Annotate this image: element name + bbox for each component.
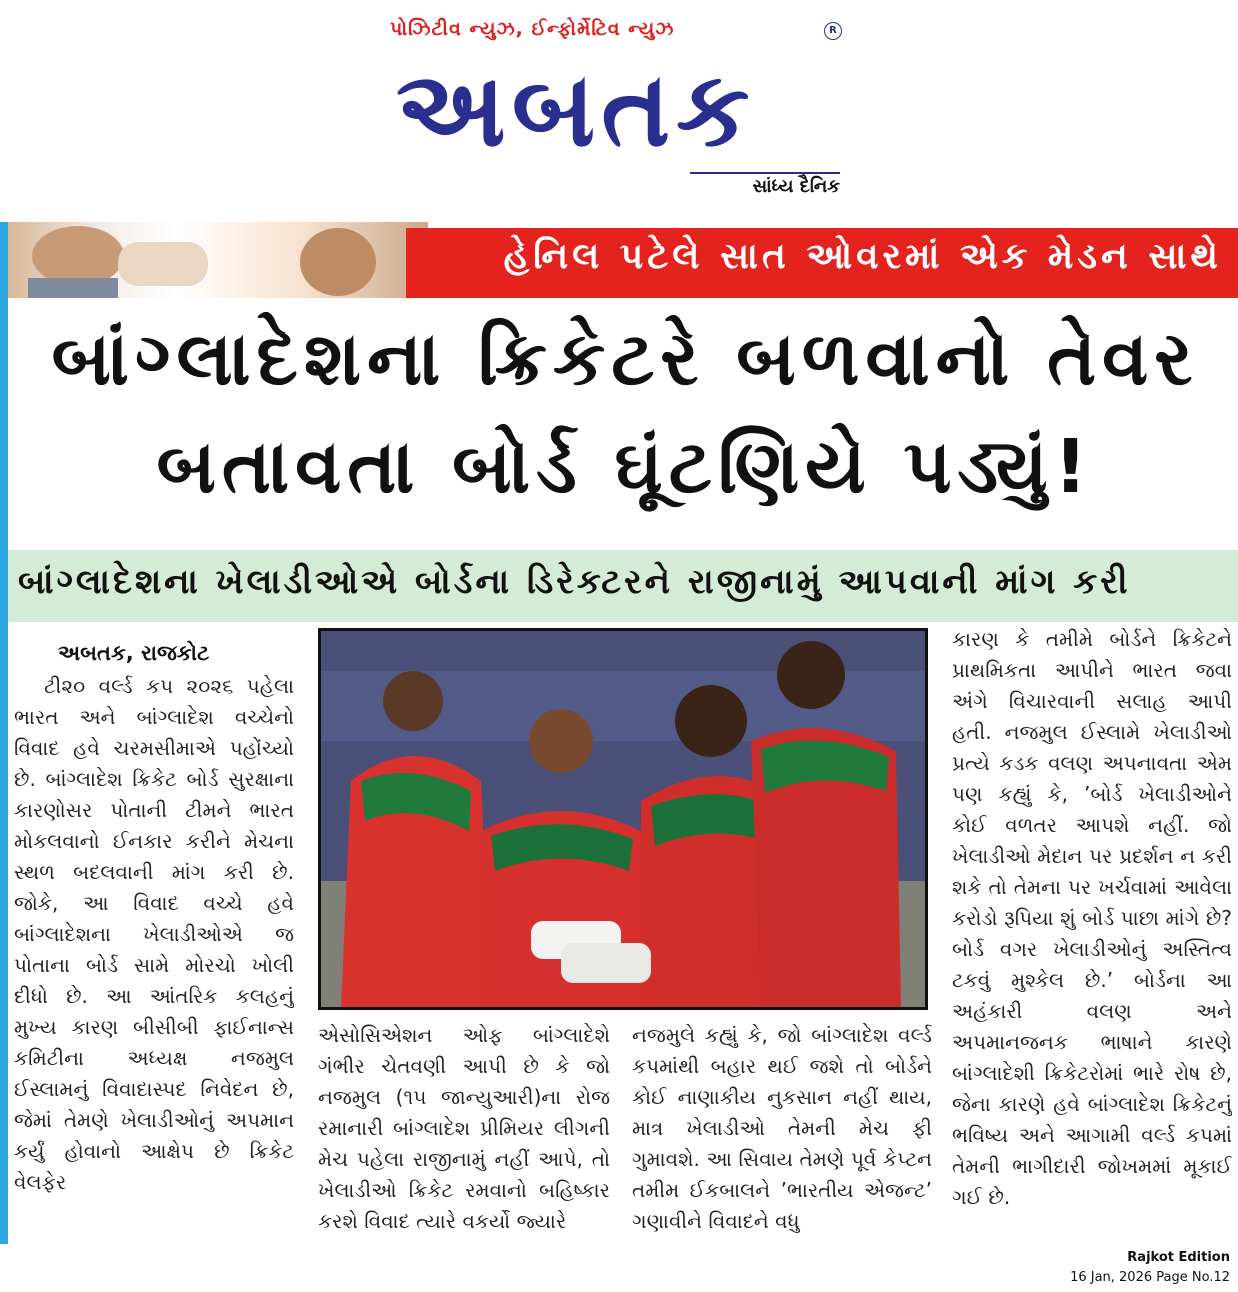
article-paragraph: કારણ કે તમીમે બોર્ડને ક્રિકેટને પ્રાથમિકતા આપીને ભારત જવા અંગે વિચારવાની સલાહ આપી હતી. નજમુલ ઈસ્લામે ખેલાડીઓ પ્રત્યે કડક વલણ અપનાવતા એમ પણ કહ્યું કે, ’બોર્ડ ખેલાડીઓને કોઈ વળતર આપશે નહીં. જો ખેલાડીઓ મેદાન પર પ્રદર્શન ન કરી શકે તો તેમના પર ખર્ચવામાં આવેલા કરોડો રૂપિયા શું બોર્ડ પાછા માંગે છે? બોર્ડ વગર ખેલાડીઓનું અસ્તિત્વ ટકવું મુશ્કેલ છે.’ બોર્ડના આ અહંકારી વલણ અને અપમાનજનક ભાષાને કારણે બાંગ્લાદેશી ક્રિકેટરોમાં ભારે રોષ છે, જેના કારણે હવે બાંગ્લાદેશ ક્રિકેટનું ભવિષ્ય અને આગામી વર્લ્ડ કપમાં તેમની ભાગીદારી જોખમમાં મૂકાઈ ગઈ છે. bbox=[952, 627, 1232, 1209]
dateline: અબતક, રાજકોટ bbox=[58, 641, 210, 665]
article-column-left bbox=[14, 638, 294, 1244]
article-photo bbox=[318, 628, 928, 1010]
page-footer bbox=[1030, 1248, 1230, 1288]
article-column-middle-2 bbox=[632, 1020, 932, 1244]
edition-label: Rajkot Edition bbox=[1127, 1250, 1230, 1265]
headline-line-1: બાંગ્લાદેશના ક્રિકેટરે બળવાનો તેવર bbox=[51, 316, 1199, 402]
kicker-photo-strip bbox=[8, 222, 428, 298]
masthead-tagline: પોઝિટીવ ન્યુઝ, ઈન્ફોર્મેટિવ ન્યુઝ bbox=[390, 18, 675, 40]
logo-underline bbox=[690, 172, 840, 174]
article-column-middle-1 bbox=[318, 1020, 610, 1244]
subheadline: બાંગ્લાદેશના ખેલાડીઓએ બોર્ડના ડિરેક્ટરને રાજીનામું આપવાની માંગ કરી bbox=[18, 562, 1131, 602]
date-page-label: 16 Jan, 2026 Page No.12 bbox=[1070, 1270, 1230, 1285]
left-accent-rail bbox=[0, 222, 8, 1244]
cricketer-arm-illustration bbox=[8, 222, 428, 298]
cricket-players-photo bbox=[321, 631, 925, 1007]
masthead bbox=[0, 0, 1238, 218]
main-headline bbox=[20, 305, 1230, 521]
article-paragraph: એસોસિએશન ઓફ બાંગ્લાદેશે ગંભીર ચેતવણી આપી છે કે જો નજમુલ (૧૫ જાન્યુઆરી)ના રોજ રમાનારી બાંગ્લાદેશ પ્રીમિયર લીગની મેચ પહેલા રાજીનામું નહીં આપે, તો ખેલાડીઓ ક્રિકેટ રમવાનો બહિષ્કાર કરશે વિવાદ ત્યારે વકર્યો જ્યારે bbox=[318, 1023, 610, 1233]
article-paragraph: ટી૨૦ વર્લ્ડ કપ ૨૦૨૬ પહેલા ભારત અને બાંગ્લાદેશ વચ્ચેનો વિવાદ હવે ચરમસીમાએ પહોંચ્યો છે. બાંગ્લાદેશ ક્રિકેટ બોર્ડ સુરક્ષાના કારણોસર પોતાની ટીમને ભારત મોકલવાનો ઈનકાર કરીને મેચના સ્થળ બદલવાની માંગ કરી છે. જોકે, આ વિવાદ વચ્ચે હવે બાંગ્લાદેશના ખેલાડીઓએ જ પોતાના બોર્ડ સામે મોરચો ખોલી દીધો છે. આ આંતરિક કલહનું મુખ્ય કારણ બીસીબી ફાઈનાન્સ કમિટીના અધ્યક્ષ નજમુલ ઈસ્લામનું વિવાદાસ્પદ નિવેદન છે, જેમાં તેમણે ખેલાડીઓનું અપમાન કર્યું હોવાનો આક્ષેપ છે ક્રિકેટ વેલફેર bbox=[14, 674, 294, 1194]
registered-mark-icon: R bbox=[824, 22, 842, 40]
kicker-band bbox=[8, 222, 1238, 298]
newspaper-logo: અબતક bbox=[396, 48, 756, 170]
kicker-text: હેનિલ પટેલે સાત ઓવરમાં એક મેડન સાથે bbox=[503, 236, 1222, 277]
headline-line-2: બતાવતા બોર્ડ ઘૂંટણિયે પડ્યું! bbox=[156, 424, 1094, 510]
article-column-right bbox=[952, 624, 1232, 1244]
masthead-edition-type: સાંધ્ય દૈનિક bbox=[752, 176, 840, 197]
article-paragraph: નજમુલે કહ્યું કે, જો બાંગ્લાદેશ વર્લ્ડ કપમાંથી બહાર થઈ જશે તો બોર્ડને કોઈ નાણાકીય નુકસાન નહીં થાય, માત્ર ખેલાડીઓ તેમની મેચ ફી ગુમાવશે. આ સિવાય તેમણે પૂર્વ કેપ્ટન તમીમ ઈકબાલને ’ભારતીય એજન્ટ’ ગણાવીને વિવાદને વધુ bbox=[632, 1023, 932, 1233]
